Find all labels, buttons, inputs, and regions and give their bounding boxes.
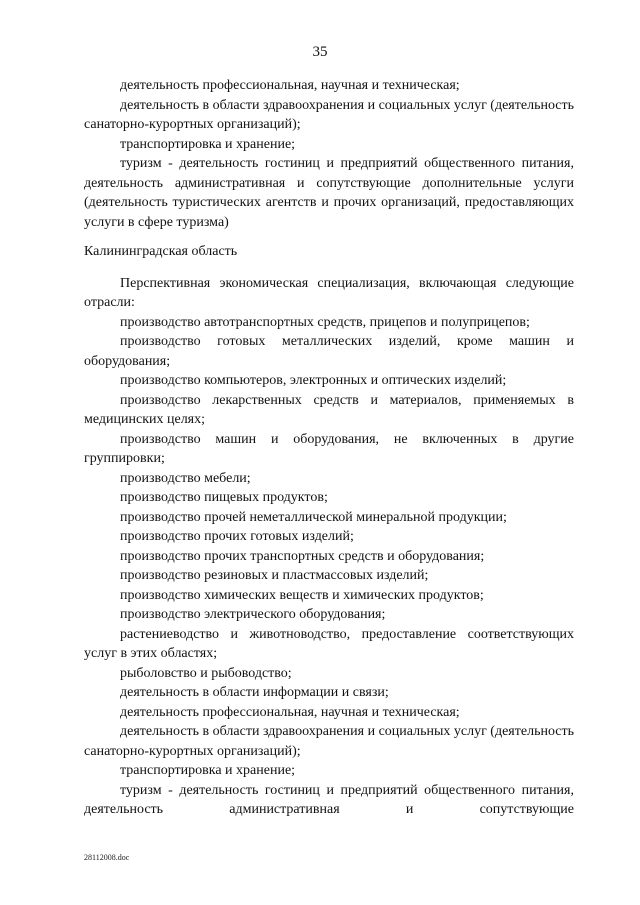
paragraph: Перспективная экономическая специализация, включающая следующие отрасли:: [84, 275, 574, 310]
list-item: растениеводство и животноводство, предоставление соответствующих услуг в этих областях;: [84, 626, 574, 661]
list-item: производство резиновых и пластмассовых изделий;: [120, 568, 429, 583]
list-item: производство лекарственных средств и материалов, применяемых в медицинских целях;: [84, 392, 574, 427]
file-footer: 28112008.doc: [84, 853, 130, 862]
list-item: производство автотранспортных средств, прицепов и полуприцепов;: [120, 314, 530, 330]
list-item: производство компьютеров, электронных и оптических изделий;: [120, 373, 507, 388]
list-item: транспортировка и хранение;: [120, 763, 296, 778]
paragraph: деятельность профессиональная, научная и техническая;: [120, 78, 460, 93]
section-heading: Калининградская область: [84, 244, 238, 259]
list-item: производство готовых металлических изделий, кроме машин и оборудования;: [84, 334, 574, 369]
list-item: производство прочих готовых изделий;: [120, 529, 354, 544]
list-item: производство прочей неметаллической минеральной продукции;: [120, 509, 507, 525]
list-item: деятельность в области здравоохранения и социальных услуг (деятельность санаторно-курортных организаций);: [84, 724, 575, 759]
paragraph: транспортировка и хранение;: [120, 136, 296, 152]
list-item: рыболовство и рыбоводство;: [120, 665, 292, 681]
list-item: деятельность профессиональная, научная и техническая;: [120, 704, 460, 720]
list-item: производство электрического оборудования;: [120, 607, 386, 622]
list-item: производство прочих транспортных средств и оборудования;: [120, 548, 485, 564]
document-body: [84, 76, 574, 820]
page-number: 35: [312, 44, 328, 60]
paragraph: туризм - деятельность гостиниц и предприятий общественного питания, деятельность административная и сопутствующие дополнительные услуги (деятельность туристических агентств и прочих организаций, предоставляющих услуги в сфере туризма): [84, 156, 574, 230]
list-item: деятельность в области информации и связи;: [120, 685, 389, 700]
paragraph: деятельность в области здравоохранения и социальных услуг (деятельность санаторно-курортных организаций);: [84, 97, 575, 132]
list-item: производство машин и оборудования, не включенных в другие группировки;: [84, 431, 574, 466]
list-item: производство химических веществ и химических продуктов;: [120, 587, 484, 603]
list-item: производство пищевых продуктов;: [120, 490, 328, 505]
list-item: туризм - деятельность гостиниц и предприятий общественного питания, деятельность административная и сопутствующие: [84, 782, 574, 817]
list-item: производство мебели;: [120, 470, 251, 486]
